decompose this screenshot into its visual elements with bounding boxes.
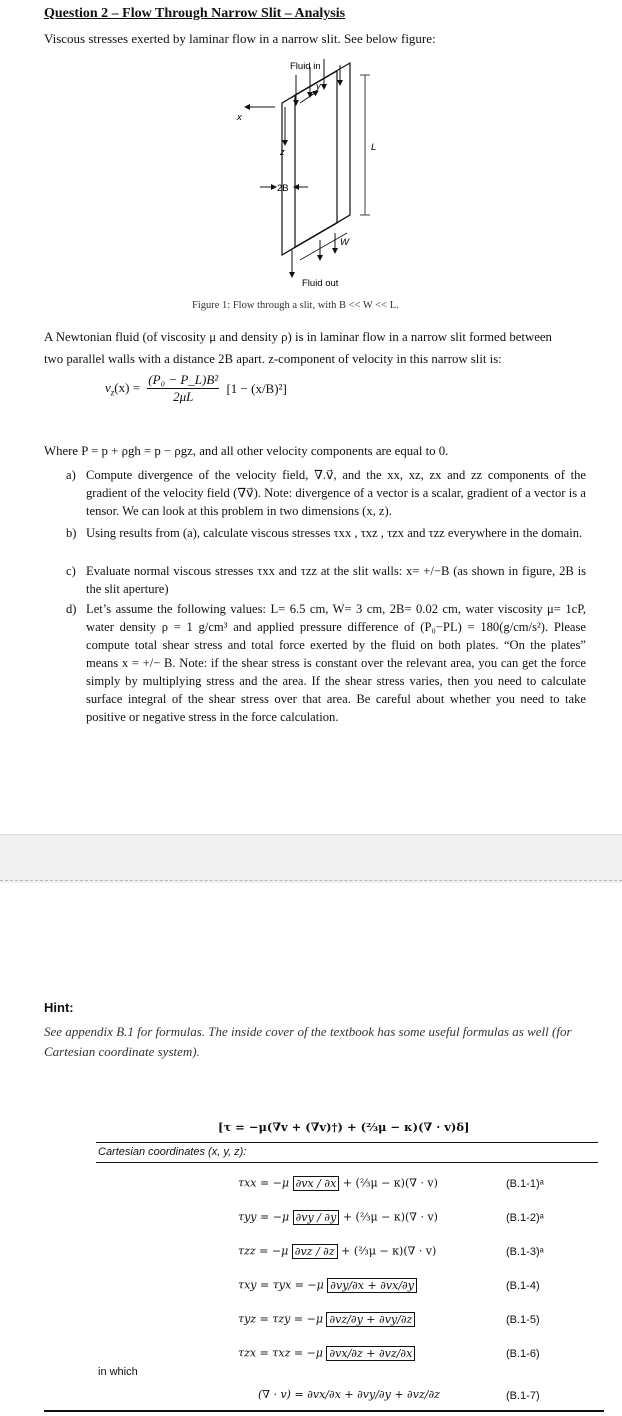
question-item-d: d) Let’s assume the following values: L= 6.5 cm, W= 3 cm, 2B= 0.02 cm, water viscosity μ= 1cP, water density ρ = 1 g/cm³ and applied pressure difference of (P₀−PL) = 180(g/cm/s²). Please compute total shear stress and total force exerted by the fluid on both plates. “On the plates” means x = +/− B. Note: if the shear stress is constant over the relevant area, you can get the force simply by multiplying stress and the area. If the shear stress varies, then you need to calculate surface integral of the shear stress over that area. Be careful about whether you need to take positive or negative stress in the force calculation. [66,602,586,724]
question-title: Question 2 – Flow Through Narrow Slit – Analysis [44,6,346,21]
intro-text: Viscous stresses exerted by laminar flow in a narrow slit. See below figure: [44,31,436,46]
formula-number: (B.1-4) [506,1280,540,1292]
formula-number: (B.1-6) [506,1348,540,1360]
fluid-in-label: Fluid in [290,61,321,72]
formula-row: τzx = τxz = −μ ∂vx/∂z + ∂vz/∂x [238,1346,415,1361]
table-section-rule [96,1162,598,1163]
fluid-out-label: Fluid out [302,278,339,289]
page-separator-dashes [0,880,622,881]
z-label: z [280,147,285,158]
l-label: L [371,142,377,153]
question-item-c: c) Evaluate normal viscous stresses τxx and τzz at the slit walls: x= +/−B (as shown in figure, 2B is the slit aperture) [66,564,586,596]
formula-row: τxy = τyx = −μ ∂vy/∂x + ∂vx/∂y [238,1278,417,1293]
front-plate [282,71,337,255]
question-item-a: a) Compute divergence of the velocity field, ∇.v⃗, and the xx, xz, zx and zz components of the gradient of the velocity field (∇v⃗). Note: divergence of a vector is a scalar, gradient of a vector is a tensor. We can look at this problem in two dimensions (x, z). [66,468,586,518]
table-header-equation: [τ = −μ(∇v + (∇v)†) + (⅔μ − κ)(∇ · v)δ] [218,1120,470,1134]
formula-number: (B.1-2)ᵃ [506,1212,544,1224]
formula-number: (B.1-5) [506,1314,540,1326]
question-item-b: b) Using results from (a), calculate viscous stresses τxx , τxz , τzx and τzz everywhere in the domain. [66,526,583,540]
formula-row: τzz = −μ ∂vz / ∂z + (⅔μ − κ)(∇ · v) [238,1244,437,1258]
velocity-equation: $v_z(x)$ = $\frac{\text{(P₀ − P\_L)B²}}{2\mu L}$ [1 − (x/B)²] [105,372,287,404]
description-line-1: A Newtonian fluid (of viscosity μ and density ρ) is in laminar flow in a narrow slit formed between [44,330,552,344]
hint-title: Hint: [44,1000,74,1015]
description-line-2: two parallel walls with a distance 2B apart. z-component of velocity in this narrow slit is: [44,352,502,366]
x-label: x [237,112,242,123]
2b-label: 2B [277,183,289,194]
table-bottom-rule [44,1410,604,1412]
hint-text: See appendix B.1 for formulas. The inside cover of the textbook has some useful formulas as well (for Cartesian coordinate system). [44,1024,572,1059]
figure-caption: Figure 1: Flow through a slit, with B << W << L. [192,300,399,311]
w-label: W [340,237,349,248]
table-section-label: Cartesian coordinates (x, y, z): [98,1146,247,1158]
formula-row: τxx = −μ ∂vx / ∂x + (⅔μ − κ)(∇ · v) [238,1176,438,1190]
where-line: Where P = p + ρgh = p − ρgz, and all other velocity components are equal to 0. [44,444,449,458]
formula-number: (B.1-3)ᵃ [506,1246,544,1258]
formula-number: (B.1-1)ᵃ [506,1178,544,1190]
in-which-label: in which [98,1366,138,1378]
page-separator-band [0,834,622,883]
formula-row: (∇ · v) = ∂vx/∂x + ∂vy/∂y + ∂vz/∂z [258,1388,440,1401]
formula-number: (B.1-7) [506,1390,540,1402]
table-top-rule [96,1142,598,1143]
slit-figure [200,55,440,300]
formula-row: τyy = −μ ∂vy / ∂y + (⅔μ − κ)(∇ · v) [238,1210,438,1224]
y-label: y [316,81,321,92]
formula-row: τyz = τzy = −μ ∂vz/∂y + ∂vy/∂z [238,1312,415,1327]
